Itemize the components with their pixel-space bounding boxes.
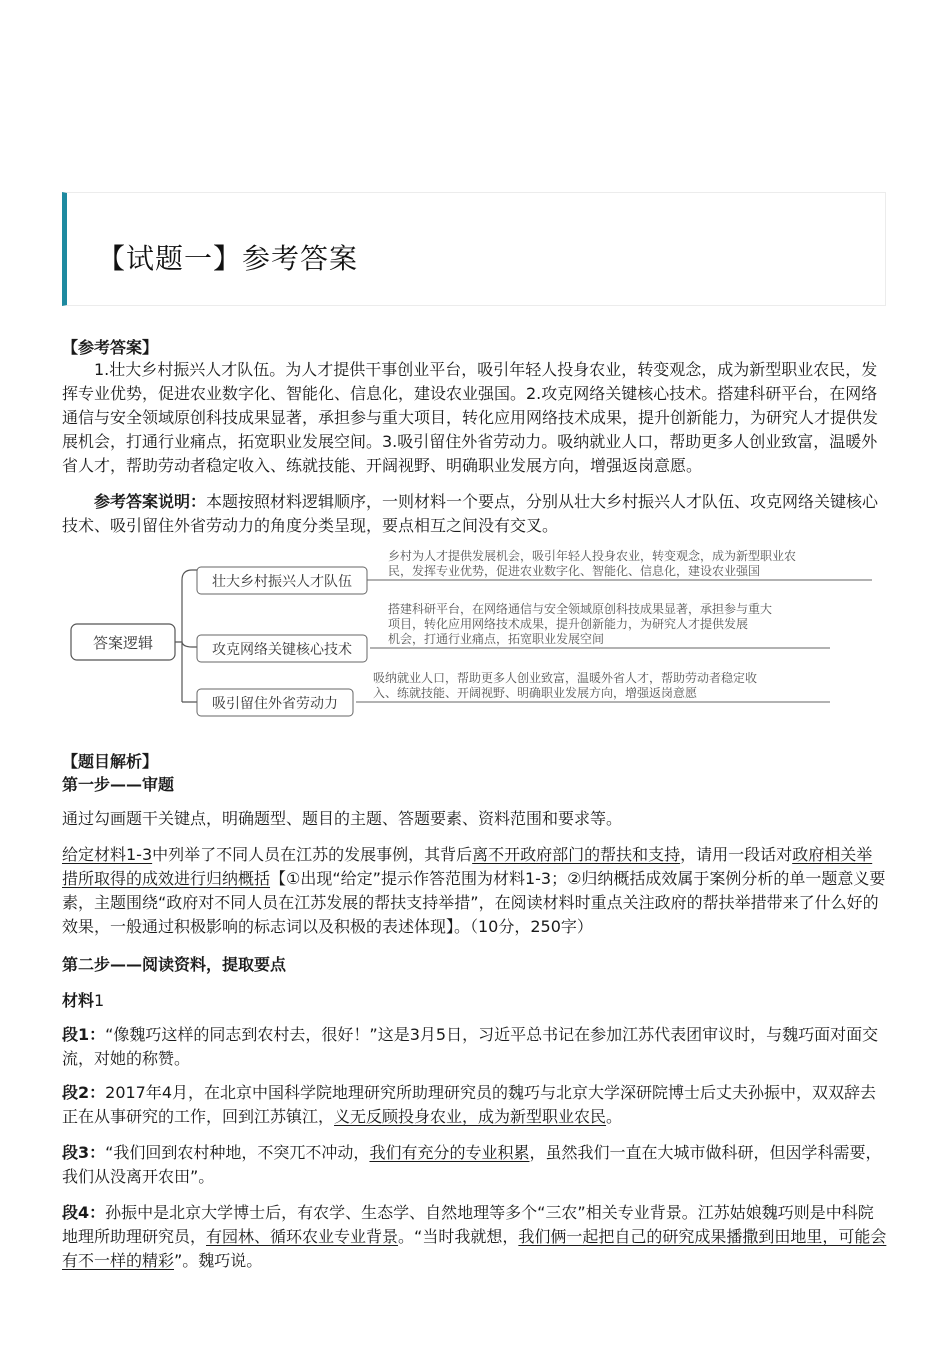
segment-4-text-c: ”。魏巧说。 bbox=[174, 1251, 263, 1270]
mindmap-branch-3-detail-1: 吸纳就业人口，帮助更多人创业致富，温暖外省人才，帮助劳动者稳定收 bbox=[373, 671, 758, 685]
mindmap-branch-1-label: 壮大乡村振兴人才队伍 bbox=[212, 574, 352, 590]
step1-text: 通过勾画题干关键点，明确题型、题目的主题、答题要素、资料范围和要求等。 bbox=[62, 809, 623, 828]
question-text bbox=[62, 843, 888, 939]
analysis-heading: 【题目解析】 bbox=[62, 752, 159, 771]
mindmap-root-label: 答案逻辑 bbox=[92, 634, 154, 652]
material-title bbox=[62, 989, 888, 1013]
mindmap-branch-2-label: 攻克网络关键核心技术 bbox=[212, 642, 352, 658]
answer-text: 1.壮大乡村振兴人才队伍。为人才提供干事创业平台，吸引年轻人投身农业，转变观念，成为新型职业农民，发挥专业优势，促进农业数字化、智能化、信息化，建设农业强国。2.攻克网络关键核心技术。搭建科研平台，在网络通信与安全领域原创科技成果显著，承担参与重大项目，转化应用网络技术成果，提升创新能力，为研究人才提供发展机会，打通行业痛点，拓宽职业发展空间。3.吸引留住外省劳动力。吸纳就业人口，帮助更多人创业致富，温暖外省人才，帮助劳动者稳定收入、练就技能、开阔视野、明确职业发展方向，增强返岗意愿。 bbox=[62, 360, 879, 475]
question-part-5: 政府相关举措所取得的成效进行归纳概括 bbox=[62, 845, 873, 888]
segment-2-end: 。 bbox=[606, 1107, 623, 1126]
step1-title: 第一步——审题 bbox=[62, 775, 175, 794]
segment-2-label: 段2： bbox=[62, 1083, 106, 1102]
page-title: 【试题一】参考答案 bbox=[97, 242, 359, 275]
mindmap-branch-3-detail-2: 入、练就技能、开阔视野、明确职业发展方向，增强返岗意愿 bbox=[373, 686, 698, 700]
segment-3-text-a: “我们回到农村种地，不突兀不冲动， bbox=[105, 1143, 370, 1162]
mindmap-branch-2-detail-2: 项目，转化应用网络技术成果，提升创新能力，为研究人才提供发展 bbox=[388, 617, 749, 631]
segment-4-label: 段4： bbox=[62, 1203, 106, 1222]
mindmap-branch-2-detail-3: 机会，打通行业痛点，拓宽职业发展空间 bbox=[388, 632, 605, 646]
answer-note bbox=[62, 490, 888, 538]
title-box bbox=[62, 192, 886, 306]
segment-1-text: “像魏巧这样的同志到农村去，很好！”这是3月5日，习近平总书记在参加江苏代表团审议时，与魏巧面对面交流，对她的称赞。 bbox=[62, 1025, 879, 1068]
segment-3-label: 段3： bbox=[62, 1143, 106, 1162]
segment-2-underlined: 义无反顾投身农业，成为新型职业农民 bbox=[334, 1107, 607, 1126]
mindmap-branch-1-detail-1: 乡村为人才提供发展机会，吸引年轻人投身农业，转变观念，成为新型职业农 bbox=[388, 549, 797, 563]
material-label: 材料 bbox=[62, 991, 95, 1010]
segment-4-text-b: 。“当时我就想， bbox=[398, 1227, 519, 1246]
mindmap-branch-3-label: 吸引留住外省劳动力 bbox=[212, 696, 338, 712]
question-part-3: 离不开政府部门的帮扶和支持 bbox=[472, 845, 681, 864]
answer-note-text: 本题按照材料逻辑顺序，一则材料一个要点，分别从壮大乡村振兴人才队伍、攻克网络关键核心技术、吸引留住外省劳动力的角度分类呈现，要点相互之间没有交叉。 bbox=[62, 492, 879, 535]
segment-1 bbox=[62, 1023, 888, 1071]
segment-4 bbox=[62, 1201, 888, 1273]
question-part-4: ，请用一段话对 bbox=[680, 845, 793, 864]
segment-4-underlined-1: 有园林、循环农业专业背景 bbox=[206, 1227, 399, 1246]
segment-1-label: 段1： bbox=[62, 1025, 106, 1044]
mindmap-branch-2-detail-1: 搭建科研平台，在网络通信与安全领域原创科技成果显著，承担参与重大 bbox=[388, 602, 773, 616]
question-part-2: 中列举了不同人员在江苏的发展事例，其背后 bbox=[152, 845, 473, 864]
answer-note-label: 参考答案说明： bbox=[94, 492, 207, 511]
segment-3-underlined: 我们有充分的专业积累 bbox=[369, 1143, 530, 1162]
mindmap-branch-1-detail-2: 民，发挥专业优势，促进农业数字化、智能化、信息化，建设农业强国 bbox=[388, 564, 761, 578]
step2-title: 第二步——阅读资料，提取要点 bbox=[62, 955, 287, 974]
segment-4-underlined-2: 我们俩一起把自己的研究成果播撒到田地里，可能会有不一样的精彩 bbox=[62, 1227, 887, 1270]
segment-3 bbox=[62, 1141, 888, 1189]
segment-2 bbox=[62, 1081, 888, 1129]
mindmap-connectors bbox=[175, 570, 197, 702]
question-part-1: 给定材料1-3 bbox=[62, 845, 153, 864]
segment-4-text-a: 孙振中是北京大学博士后，有农学、生态学、自然地理等多个“三农”相关专业背景。江苏姑娘魏巧则是中科院地理所助理研究员， bbox=[62, 1203, 874, 1246]
segment-3-text-b: ，虽然我们一直在大城市做科研，但因学科需要，我们从没离开农田”。 bbox=[62, 1143, 882, 1186]
segment-2-text: 2017年4月，在北京中国科学院地理研究所助理研究员的魏巧与北京大学深研院博士后丈夫孙振中，双双辞去正在从事研究的工作，回到江苏镇江， bbox=[62, 1083, 877, 1126]
answer-heading: 【参考答案】 bbox=[62, 338, 159, 357]
question-part-6: 【①出现“给定”提示作答范围为材料1-3；②归纳概括成效属于案例分析的单一题意义要素，主题围绕“政府对不同人员在江苏发展的帮扶支持举措”，在阅读材料时重点关注政府的帮扶举措带来了什么好的效果，一般通过积极影响的标志词以及积极的表述体现】。（10分，250字） bbox=[62, 869, 886, 936]
material-number: 1 bbox=[94, 991, 105, 1010]
answer-logic-mindmap bbox=[60, 540, 890, 730]
